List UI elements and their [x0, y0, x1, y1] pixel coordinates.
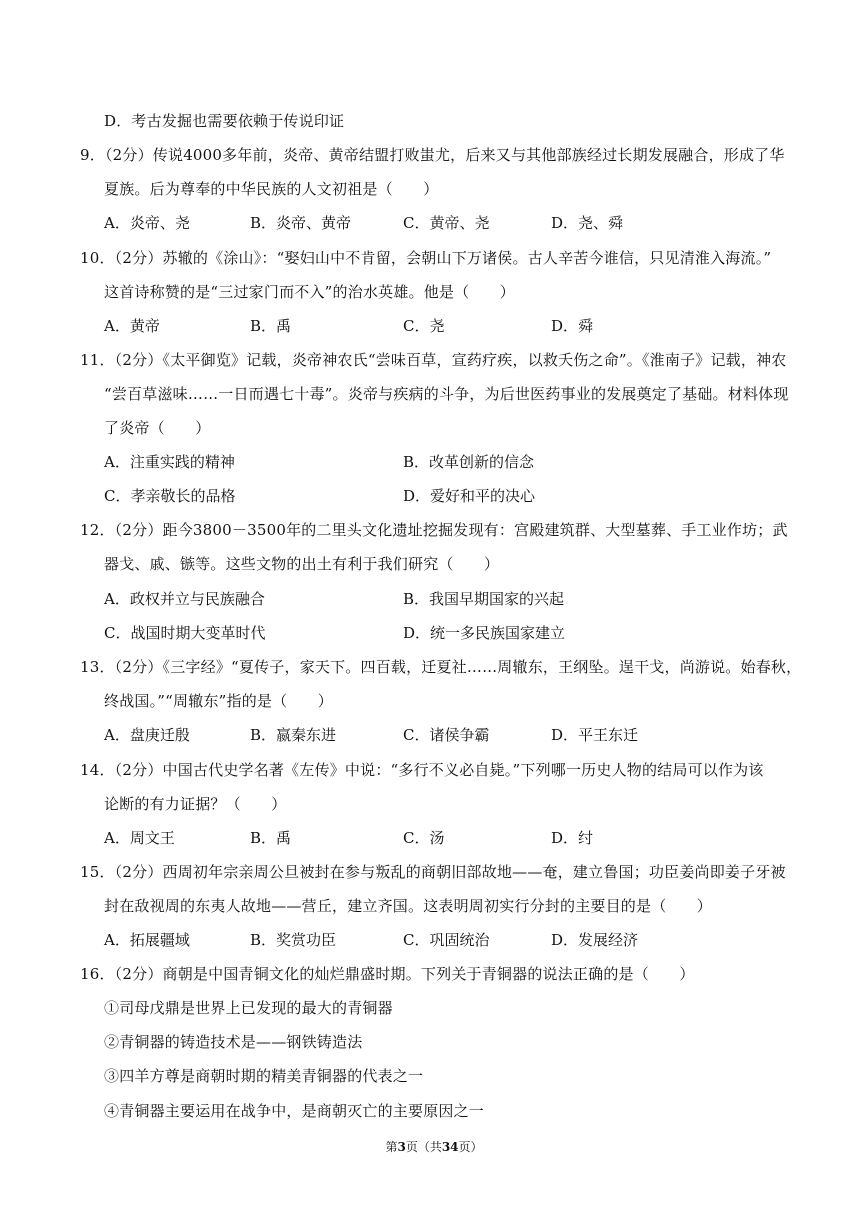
q16-item-3: ③四羊方尊是商朝时期的精美青铜器的代表之一 [104, 1067, 424, 1085]
footer-suffix: 页） [458, 1140, 483, 1154]
q15-option-c: C．巩固统治 [403, 931, 490, 949]
q9-option-d: D．尧、舜 [551, 214, 624, 232]
q13-option-b: B．嬴秦东进 [250, 726, 337, 744]
q12-option-a: A．政权并立与民族融合 [104, 590, 265, 608]
q11-stem-line3: 了炎帝（ ） [104, 419, 211, 437]
q12-stem-line1: 12．（2分）距今3800－3500年的二里头文化遗址挖掘发现有：宫殿建筑群、大型墓葬、手工业作坊；武 [80, 521, 788, 539]
q15-option-a: A．拓展疆域 [104, 931, 190, 949]
q9-stem-line2: 夏族。后为尊奉的中华民族的人文初祖是（ ） [104, 180, 439, 198]
q15-stem-line1: 15．（2分）西周初年宗亲周公旦被封在参与叛乱的商朝旧部故地——奄，建立鲁国；功臣姜尚即姜子牙被 [80, 863, 786, 881]
q11-option-a: A．注重实践的精神 [104, 453, 235, 471]
q10-option-c: C．尧 [403, 317, 445, 335]
q16-item-1: ①司母戊鼎是世界上已发现的最大的青铜器 [104, 999, 393, 1017]
q11-option-c: C．孝亲敬长的品格 [104, 487, 236, 505]
q10-option-a: A．黄帝 [104, 317, 160, 335]
q12-option-d: D．统一多民族国家建立 [403, 624, 566, 642]
q8-option-d: D．考古发掘也需要依赖于传说印证 [104, 112, 345, 130]
footer-total-pages: 34 [441, 1140, 459, 1154]
q9-option-c: C．黄帝、尧 [403, 214, 490, 232]
q10-stem-line2: 这首诗称赞的是“三过家门而不入”的治水英雄。他是（ ） [104, 283, 515, 301]
q13-option-c: C．诸侯争霸 [403, 726, 490, 744]
q11-stem-line1: 11．（2分）《太平御览》记载，炎帝神农氏“尝味百草，宣药疗疾，以救夭伤之命”。《淮南子》记载，神农 [80, 351, 787, 369]
q14-option-c: C．汤 [403, 829, 445, 847]
q12-option-c: C．战国时期大变革时代 [104, 624, 266, 642]
q9-stem-line1: 9．（2分）传说4000多年前，炎帝、黄帝结盟打败蚩尤，后来又与其他部族经过长期发展融合，形成了华 [80, 146, 785, 164]
q12-stem-line2: 器戈、戚、镞等。这些文物的出土有利于我们研究（ ） [104, 555, 500, 573]
q13-option-d: D．平王东迁 [551, 726, 639, 744]
q16-item-4: ④青铜器主要运用在战争中，是商朝灭亡的主要原因之一 [104, 1102, 485, 1120]
q14-option-b: B．禹 [250, 829, 292, 847]
q10-stem-line1: 10．（2分）苏辙的《涂山》：“娶妇山中不肯留，会朝山下万诸侯。古人辛苦今谁信，只见清淮入海流。” [80, 249, 772, 267]
q13-option-a: A．盘庚迁殷 [104, 726, 190, 744]
q10-option-d: D．舜 [551, 317, 594, 335]
q12-option-b: B．我国早期国家的兴起 [403, 590, 565, 608]
q10-option-b: B．禹 [250, 317, 292, 335]
page-footer [0, 1138, 868, 1155]
q11-option-d: D．爱好和平的决心 [403, 487, 536, 505]
q11-stem-line2: “尝百草滋味……一日而遇七十毒”。炎帝与疾病的斗争，为后世医药事业的发展奠定了基础。材料体现 [104, 385, 789, 403]
q13-stem-line2: 终战国。”“周辙东”指的是（ ） [104, 692, 333, 710]
q14-option-d: D．纣 [551, 829, 594, 847]
q15-option-b: B．奖赏功臣 [250, 931, 337, 949]
q15-stem-line2: 封在敌视周的东夷人故地——营丘，建立齐国。这表明周初实行分封的主要目的是（ ） [104, 897, 713, 915]
q16-stem-line1: 16．（2分）商朝是中国青铜文化的灿烂鼎盛时期。下列关于青铜器的说法正确的是（ ） [80, 965, 695, 983]
q14-stem-line2: 论断的有力证据？（ ） [104, 795, 287, 813]
q11-option-b: B．改革创新的信念 [403, 453, 535, 471]
q16-item-2: ②青铜器的铸造技术是——钢铁铸造法 [104, 1033, 363, 1051]
q15-option-d: D．发展经济 [551, 931, 639, 949]
q14-stem-line1: 14．（2分）中国古代史学名著《左传》中说：“多行不义必自毙。”下列哪一历史人物的结局可以作为该 [80, 761, 764, 779]
q13-stem-line1: 13．（2分）《三字经》“夏传子，家天下。四百载，迁夏社……周辙东，王纲坠。逞干戈，尚游说。始春秋， [80, 658, 802, 676]
footer-page-number: 3 [397, 1140, 406, 1154]
q14-option-a: A．周文王 [104, 829, 175, 847]
footer-prefix: 第 [385, 1140, 398, 1154]
q9-option-b: B．炎帝、黄帝 [250, 214, 352, 232]
footer-mid: 页（共 [405, 1140, 442, 1154]
q9-option-a: A．炎帝、尧 [104, 214, 190, 232]
